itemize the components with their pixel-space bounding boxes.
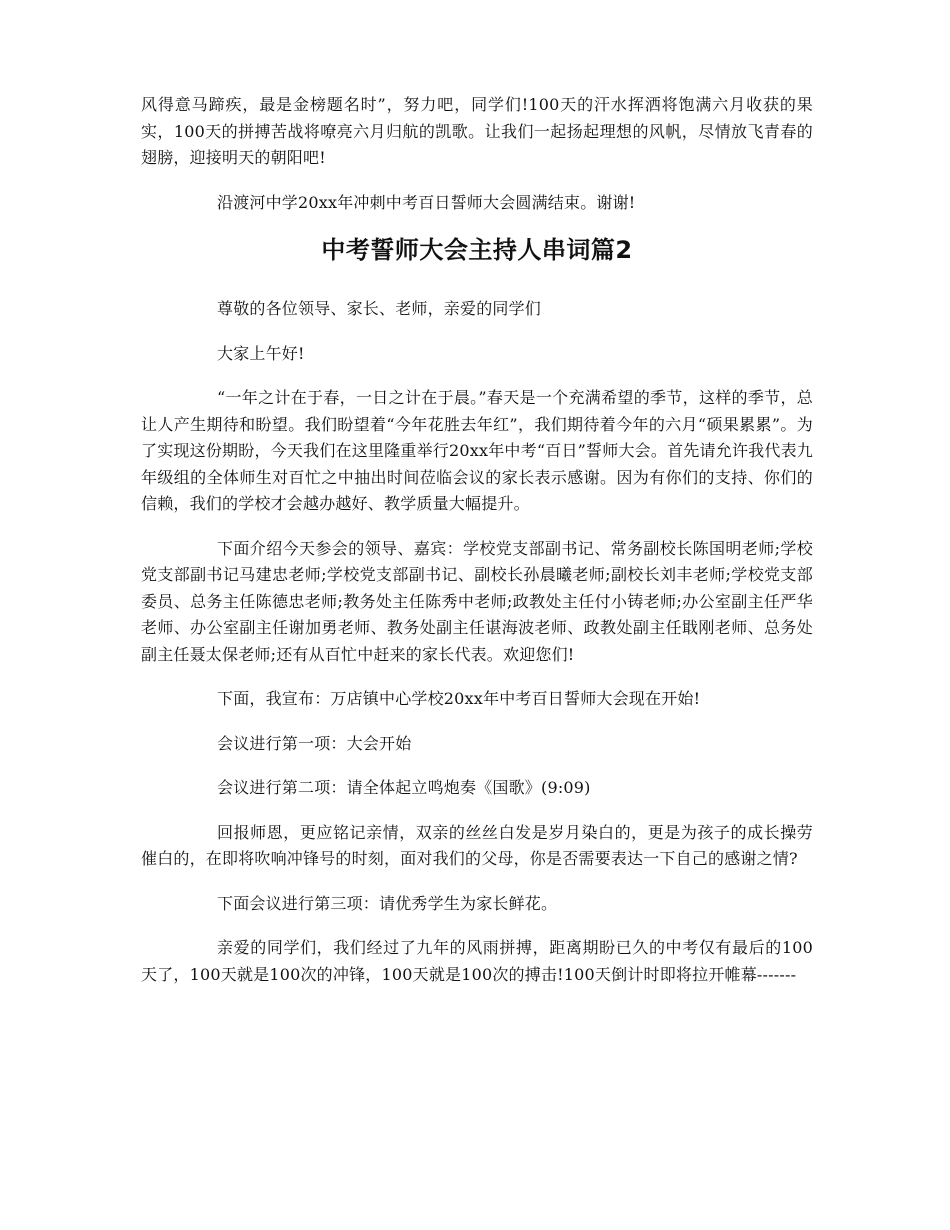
paragraph-guests: 下面介绍今天参会的领导、嘉宾：学校党支部副书记、常务副校长陈国明老师;学校党支部副书记马建忠老师;学校党支部副书记、副校长孙晨曦老师;副校长刘丰老师;学校党支部委员、总务主任陈德忠老师;教务处主任陈秀中老师;政教处主任付小铸老师;办公室副主任严华老师、办公室副主任谢加勇老师、教务处副主任谌海波老师、政教处副主任戢刚老师、总务处副主任聂太保老师;还有从百忙中赶来的家长代表。欢迎您们! xyxy=(141,538,813,664)
paragraph-greeting: 大家上午好! xyxy=(217,343,305,363)
paragraph-opening: “一年之计在于春，一日之计在于晨。”春天是一个充满希望的季节，这样的季节，总让人产生期待和盼望。我们盼望着“今年花胜去年红”，我们期待着今年的六月“硕果累累”。为了实现这份期盼，今天我们在这里隆重举行20xx年中考“百日”誓师大会。首先请允许我代表九年级组的全体师生对百忙之中抽出时间莅临会议的家长表示感谢。因为有你们的支持、你们的信赖，我们的学校才会越办越好、教学质量大幅提升。 xyxy=(141,388,813,513)
section-title: 中考誓师大会主持人串词篇2 xyxy=(321,236,633,264)
paragraph-salutation: 尊敬的各位领导、家长、老师，亲爱的同学们 xyxy=(217,299,542,318)
paragraph-continuation: 风得意马蹄疾，最是金榜题名时”，努力吧，同学们!100天的汗水挥洒将饱满六月收获的果实，100天的拼搏苦战将嘹亮六月归航的凯歌。让我们一起扬起理想的风帆，尽情放飞青春的翅膀，迎接明天的朝阳吧! xyxy=(141,95,813,167)
paragraph-closing: 沿渡河中学20xx年冲刺中考百日誓师大会圆满结束。谢谢! xyxy=(217,192,636,212)
paragraph-announcement: 下面，我宣布：万店镇中心学校20xx年中考百日誓师大会现在开始! xyxy=(217,689,701,708)
paragraph-item-two: 会议进行第二项：请全体起立鸣炮奏《国歌》(9:09) xyxy=(217,778,591,797)
paragraph-item-three: 下面会议进行第三项：请优秀学生为家长鲜花。 xyxy=(217,893,558,913)
paragraph-item-one: 会议进行第一项：大会开始 xyxy=(217,733,412,753)
paragraph-gratitude: 回报师恩，更应铭记亲情，双亲的丝丝白发是岁月染白的，更是为孩子的成长操劳催白的，在即将吹响冲锋号的时刻，面对我们的父母，你是否需要表达一下自己的感谢之情? xyxy=(141,822,813,868)
document-page xyxy=(141,92,813,1006)
paragraph-countdown: 亲爱的同学们，我们经过了九年的风雨拼搏，距离期盼已久的中考仅有最后的100天了，100天就是100次的冲锋，100天就是100次的搏击!100天倒计时即将拉开帷幕------- xyxy=(141,938,813,984)
